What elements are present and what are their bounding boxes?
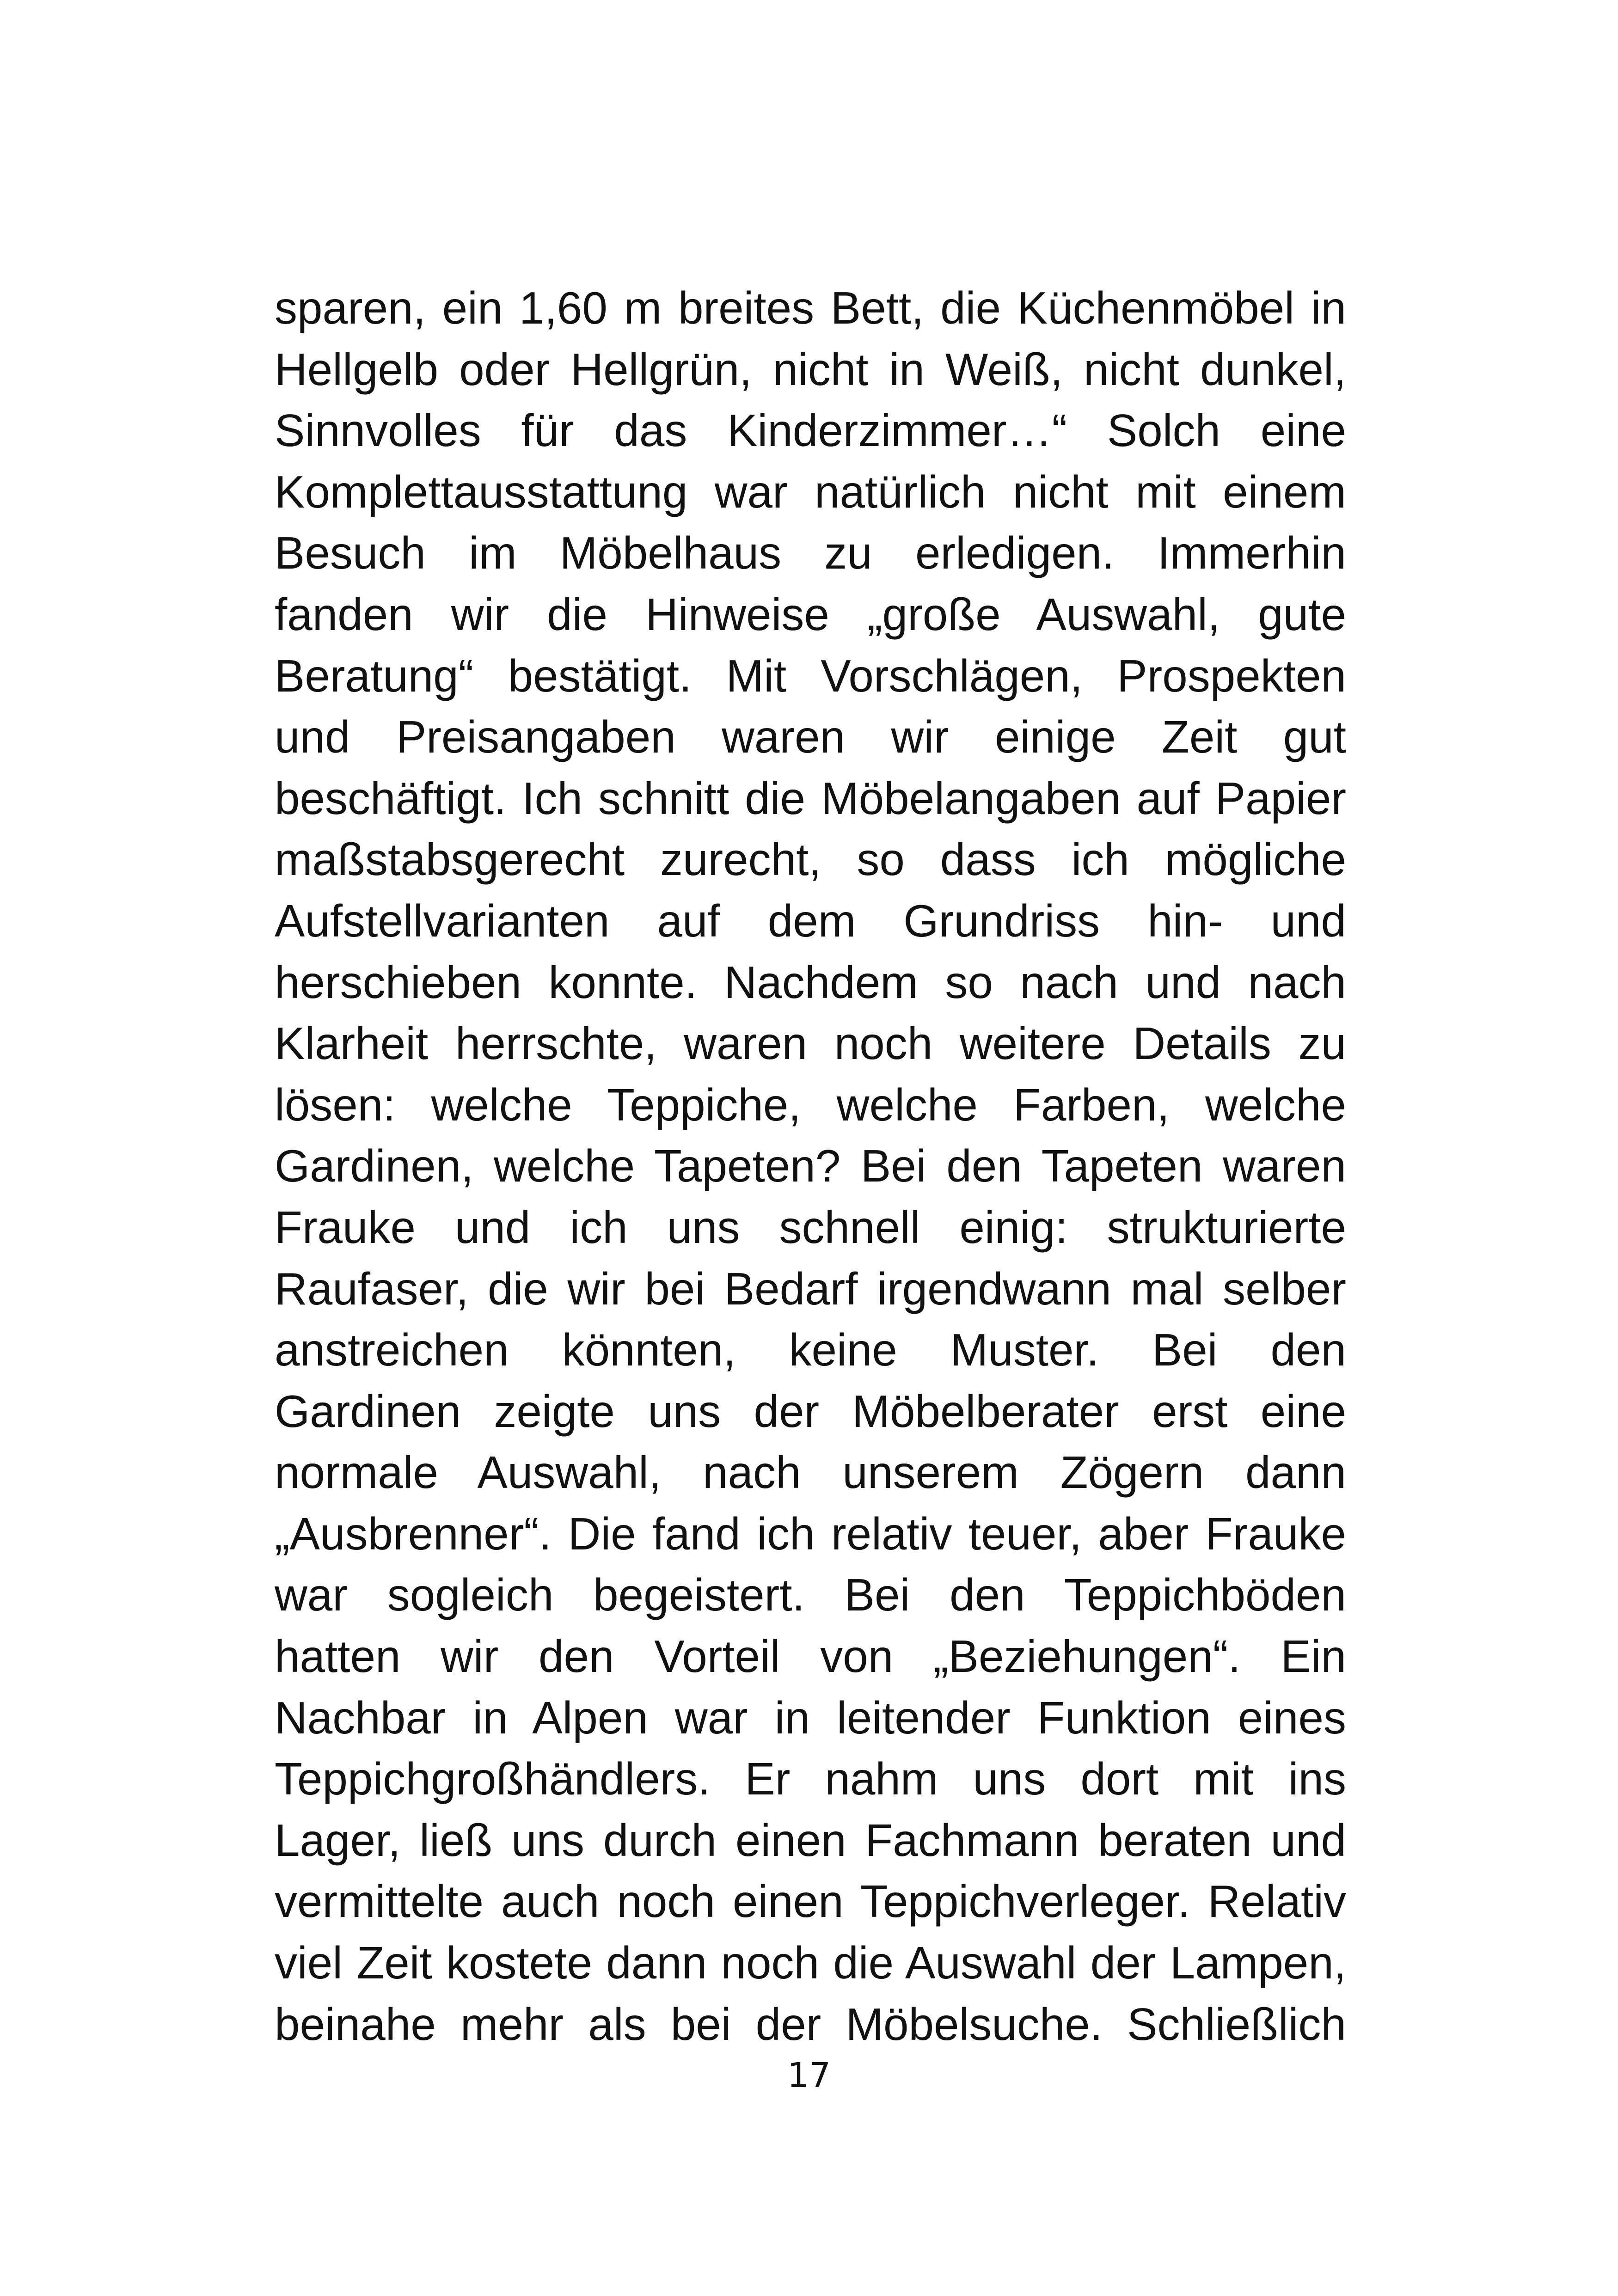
text-line: Gardinen zeigte uns der Möbelberater erst eine (275, 1385, 1346, 1437)
text-line: maßstabsgerecht zurecht, so dass ich mögliche (275, 834, 1346, 885)
page-number: 17 (787, 2056, 831, 2095)
text-line: Gardinen, welche Tapeten? Bei den Tapeten waren (275, 1140, 1346, 1192)
text-line: vermittelte auch noch einen Teppichverleger. Relativ (275, 1876, 1346, 1927)
text-line: viel Zeit kostete dann noch die Auswahl der Lampen, (275, 1937, 1346, 1989)
text-line: hatten wir den Vorteil von „Beziehungen“. Ein (275, 1631, 1346, 1682)
text-line: Klarheit herrschte, waren noch weitere Details zu (275, 1018, 1346, 1069)
text-line: „Ausbrenner“. Die fand ich relativ teuer, aber Frauke (275, 1508, 1346, 1559)
text-line: Lager, ließ uns durch einen Fachmann beraten und (275, 1814, 1346, 1866)
text-line: fanden wir die Hinweise „große Auswahl, gute (275, 588, 1346, 640)
text-line: Sinnvolles für das Kinderzimmer…“ Solch eine (275, 405, 1346, 456)
text-line: normale Auswahl, nach unserem Zögern dann (275, 1447, 1346, 1498)
text-line: Aufstellvarianten auf dem Grundriss hin- und (275, 895, 1346, 946)
text-line: lösen: welche Teppiche, welche Farben, welche (275, 1079, 1346, 1130)
text-line: herschieben konnte. Nachdem so nach und nach (275, 956, 1346, 1008)
text-line: anstreichen könnten, keine Muster. Bei den (275, 1324, 1346, 1376)
text-line: Besuch im Möbelhaus zu erledigen. Immerhin (275, 527, 1346, 579)
text-line: Nachbar in Alpen war in leitender Funktion eines (275, 1692, 1346, 1743)
text-line: Komplettausstattung war natürlich nicht mit einem (275, 466, 1346, 517)
text-line: Frauke und ich uns schnell einig: strukturierte (275, 1201, 1346, 1253)
text-line: Raufaser, die wir bei Bedarf irgendwann mal selber (275, 1263, 1346, 1314)
text-line: beschäftigt. Ich schnitt die Möbelangaben auf Papier (275, 772, 1346, 824)
text-line: beinahe mehr als bei der Möbelsuche. Schließlich (275, 1998, 1346, 2050)
text-line: sparen, ein 1,60 m breites Bett, die Küchenmöbel in (275, 282, 1346, 333)
text-line: Hellgelb oder Hellgrün, nicht in Weiß, nicht dunkel, (275, 343, 1346, 395)
text-line: war sogleich begeistert. Bei den Teppichböden (275, 1569, 1346, 1621)
text-line: und Preisangaben waren wir einige Zeit gut (275, 711, 1346, 763)
body-text (275, 277, 1346, 2055)
text-line: Teppichgroßhändlers. Er nahm uns dort mit ins (275, 1753, 1346, 1805)
text-line: Beratung“ bestätigt. Mit Vorschlägen, Prospekten (275, 650, 1346, 701)
